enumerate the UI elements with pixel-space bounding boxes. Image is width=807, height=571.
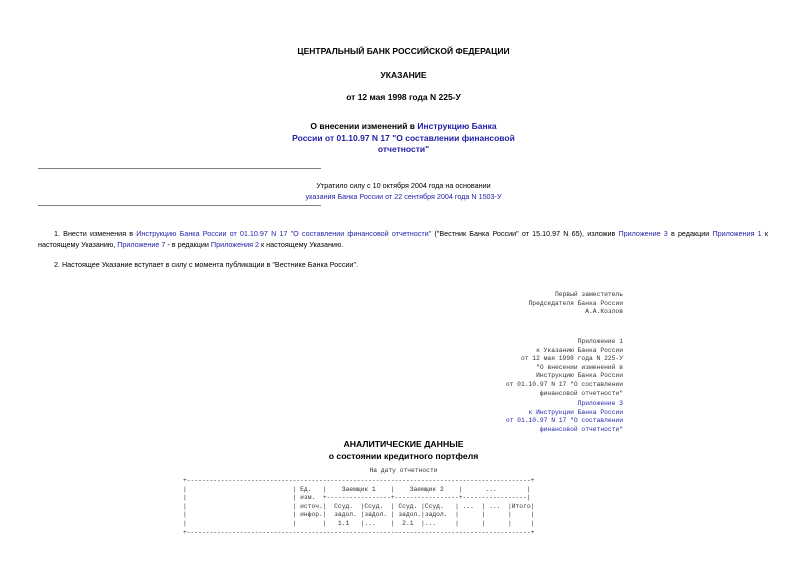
title-link-instruction-cont[interactable]: России от 01.10.97 N 17 "О составлении финансовой	[292, 132, 515, 143]
doc-type-heading: УКАЗАНИЕ	[380, 70, 427, 80]
appendix-line: к Указанию Банка России	[536, 346, 623, 354]
signature-name: А.А.Козлов	[585, 308, 623, 316]
section-title: АНАЛИТИЧЕСКИЕ ДАННЫЕ	[343, 439, 464, 449]
link-appendix-1[interactable]: Приложения 1	[712, 229, 762, 238]
doc-title	[0, 121, 807, 156]
link-appendix-7[interactable]: Приложение 7	[117, 240, 166, 249]
appendix-1-block	[506, 338, 623, 398]
date-caption: На дату отчетности	[369, 467, 438, 474]
table-row: +-------------------------------------------------------------------------------------------+	[183, 477, 535, 484]
divider-top	[38, 168, 321, 169]
credit-portfolio-table	[183, 477, 534, 537]
table-row: | | изм. +-----------------+-----------------+-----------------|	[183, 494, 531, 502]
para1-text: 1. Внести изменения в	[54, 229, 137, 238]
para1-text: к настоящему Указанию,	[38, 229, 768, 249]
signature-block	[529, 291, 623, 317]
link-appendix-3[interactable]: Приложение 3	[618, 229, 668, 238]
title-link-instruction[interactable]: Инструкцию Банка	[417, 121, 497, 131]
divider-bottom	[38, 205, 321, 206]
link-appendix-2[interactable]: Приложения 2	[210, 240, 259, 249]
appendix-line: финансовой отчетности"	[539, 389, 623, 397]
doc-date: от 12 мая 1998 года N 225-У	[346, 92, 461, 102]
expiry-text: Утратило силу с 10 октября 2004 года на основании	[316, 181, 491, 190]
paragraph-1	[38, 228, 768, 250]
table-row: | | Ед. | Заемщик 1 | Заемщик 2 | ... |	[183, 485, 531, 493]
paragraph-2: 2. Настоящее Указание вступает в силу с момента публикации в "Вестнике Банка России".	[54, 260, 358, 269]
appendix-line: "О внесении изменений в	[536, 363, 623, 371]
org-heading: ЦЕНТРАЛЬНЫЙ БАНК РОССИЙСКОЙ ФЕДЕРАЦИИ	[297, 46, 510, 56]
link-instruction-17[interactable]: Инструкцию Банка России от 01.10.97 N 17 "О составлении финансовой отчетности"	[136, 229, 432, 238]
appendix3-link[interactable]: финансовой отчетности"	[539, 425, 623, 433]
para1-text: ("Вестник Банка России" от 15.10.97 N 65), изложив	[431, 229, 619, 238]
appendix3-link[interactable]: от 01.10.97 N 17 "О составлении	[505, 417, 623, 425]
appendix3-link[interactable]: Приложение 3	[577, 400, 623, 407]
title-link-instruction-end[interactable]: отчетности"	[377, 144, 430, 154]
appendix-3-block[interactable]	[506, 400, 623, 434]
para1-text: к настоящему Указанию.	[258, 240, 344, 249]
table-row: | | инфор.| задол. |задол. | задол.|задол. | | | |	[183, 511, 535, 519]
signature-line: Первый заместитель	[554, 291, 623, 298]
appendix3-link[interactable]: к Инструкции Банка России	[528, 408, 623, 416]
para1-text: в редакции	[667, 229, 713, 238]
signature-line: Председателя Банка России	[528, 299, 623, 307]
appendix-line: от 01.10.97 N 17 "О составлении	[505, 380, 623, 388]
appendix-line: от 12 мая 1998 года N 225-У	[520, 355, 623, 363]
appendix-line: Приложение 1	[577, 338, 623, 345]
appendix-line: Инструкцию Банка России	[536, 372, 623, 380]
table-row: +-------------------------------------------------------------------------------------------+	[183, 528, 535, 536]
table-row: | | источ.| Ссуд. |Ссуд. | Ссуд. |Ссуд. | ... | ... |Итого|	[183, 502, 535, 510]
expiry-note	[0, 180, 807, 202]
title-prefix: О внесении изменений в	[310, 121, 418, 131]
section-subtitle: о состоянии кредитного портфеля	[328, 451, 479, 461]
table-row: | | | 1.1 |... | 2.1 |... | | | |	[183, 519, 535, 527]
para1-text: - в редакции	[165, 240, 211, 249]
expiry-link[interactable]: указания Банка России от 22 сентября 2004 года N 1503-У	[305, 192, 502, 201]
